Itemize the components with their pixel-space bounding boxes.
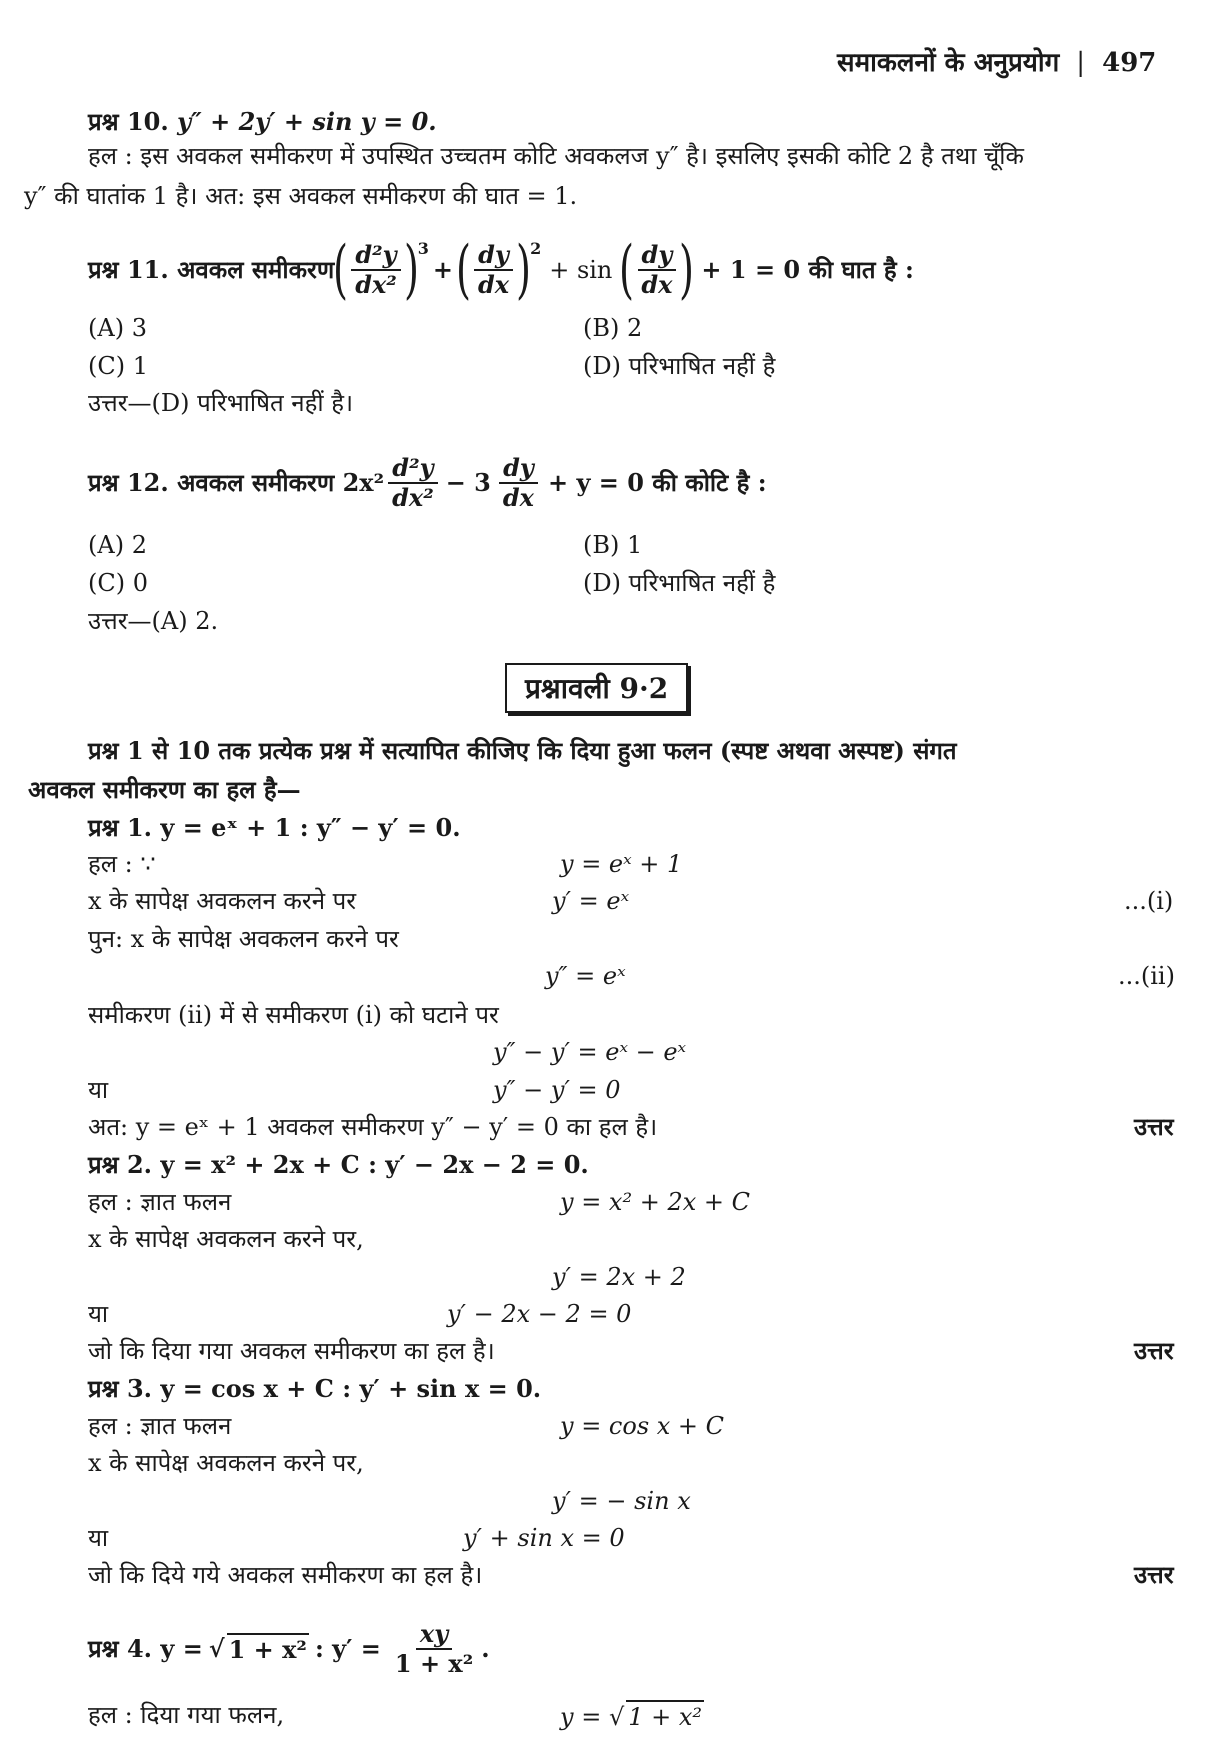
p3-l4-text: या <box>88 1524 109 1552</box>
q11-frac2 <box>474 241 513 299</box>
q12-mid: − 3 <box>445 468 491 497</box>
p4-l1-text: हल : दिया गया फलन, <box>88 1701 285 1729</box>
exercise-intro-line1: प्रश्न 1 से 10 तक प्रत्येक प्रश्न में सत्यापित कीजिए कि दिया हुआ फलन (स्पष्ट अथवा अस्पष्ट) संगत <box>88 736 957 765</box>
q10-equation: y″ + 2y′ + sin y = 0. <box>177 107 437 136</box>
q11-answer: उत्तर—(D) परिभाषित नहीं है। <box>88 389 354 417</box>
p4-l1-lhs: y = <box>560 1703 602 1731</box>
p1-question: प्रश्न 1. y = eˣ + 1 : y″ − y′ = 0. <box>88 813 461 842</box>
q11-frac3-num: dy <box>638 241 677 271</box>
p1-l7-eq: y″ − y′ = 0 <box>493 1076 621 1104</box>
q10-label: प्रश्न 10. <box>88 107 169 136</box>
q12-frac2 <box>499 454 538 512</box>
q12-frac1-num: d²y <box>388 454 437 484</box>
q12-label: प्रश्न 12. अवकल समीकरण 2x² <box>88 468 385 497</box>
header-separator: | <box>1076 48 1086 78</box>
q11-frac1-den: dx² <box>355 270 397 299</box>
paren-open: ( <box>456 233 472 307</box>
p2-conclusion: जो कि दिया गया अवकल समीकरण का हल है। <box>88 1337 495 1365</box>
q11-exp2: 2 <box>530 239 542 258</box>
paren-close: ) <box>516 233 532 307</box>
sqrt-icon: √ <box>608 1703 625 1731</box>
p4-dot: . <box>481 1634 490 1663</box>
p3-question: प्रश्न 3. y = cos x + C : y′ + sin x = 0. <box>88 1374 542 1403</box>
paren-open: ( <box>619 233 635 307</box>
q12-tail: + y = 0 की कोटि है : <box>547 468 767 497</box>
q12-frac1 <box>388 454 438 512</box>
p1-l2-text: x के सापेक्ष अवकलन करने पर <box>88 887 357 915</box>
q11-option-c: (C) 1 <box>88 352 148 380</box>
p1-l5-text: समीकरण (ii) में से समीकरण (i) को घटाने पर <box>88 1001 499 1029</box>
p4-q-part2: : y′ = <box>314 1634 381 1663</box>
exercise-intro-line2: अवकल समीकरण का हल है— <box>28 775 301 804</box>
p1-eq-ref-i: ...(i) <box>1124 887 1174 915</box>
q12-option-d: (D) परिभाषित नहीं है <box>583 569 776 597</box>
q11-frac1 <box>351 241 401 299</box>
q11-option-a: (A) 3 <box>88 314 147 342</box>
p2-l3-eq: y′ = 2x + 2 <box>552 1263 686 1291</box>
p1-l4-eq: y″ = eˣ <box>545 962 626 990</box>
paren-close: ) <box>403 233 419 307</box>
q11-tail: + 1 = 0 की घात है : <box>701 255 914 284</box>
exercise-title: प्रश्नावली 9·2 <box>505 663 688 713</box>
p4-question <box>88 1614 490 1684</box>
q10-solution-line2: y″ की घातांक 1 है। अत: इस अवकल समीकरण की घात = 1. <box>24 182 578 210</box>
p1-l7-text: या <box>88 1076 109 1104</box>
q11-plus-sin: + sin <box>549 256 613 284</box>
p2-question: प्रश्न 2. y = x² + 2x + C : y′ − 2x − 2 = 0. <box>88 1150 589 1179</box>
p1-l1-text: हल : ∵ <box>88 850 156 878</box>
q11-frac2-den: dx <box>478 270 510 299</box>
q12-answer: उत्तर—(A) 2. <box>88 607 219 635</box>
p1-l3-text: पुन: x के सापेक्ष अवकलन करने पर <box>88 925 399 953</box>
q12-option-c: (C) 0 <box>88 569 148 597</box>
p3-l1-text: हल : ज्ञात फलन <box>88 1412 232 1440</box>
p1-l1-eq: y = eˣ + 1 <box>560 850 683 878</box>
page-number: 497 <box>1102 48 1157 78</box>
sqrt-icon: √ <box>208 1634 225 1663</box>
q11-frac3-den: dx <box>641 270 673 299</box>
p3-conclusion: जो कि दिये गये अवकल समीकरण का हल है। <box>88 1561 483 1589</box>
p2-l1-eq: y = x² + 2x + C <box>560 1188 750 1216</box>
p2-l4-text: या <box>88 1300 109 1328</box>
p1-answer-mark: उत्तर <box>1134 1112 1174 1141</box>
q11-label: प्रश्न 11. अवकल समीकरण <box>88 255 335 284</box>
paren-close: ) <box>679 233 695 307</box>
p4-frac <box>391 1620 477 1678</box>
p2-l1-text: हल : ज्ञात फलन <box>88 1188 232 1216</box>
q12-frac1-den: dx² <box>392 483 434 512</box>
p4-frac-den: 1 + x² <box>394 1649 474 1678</box>
p1-l6-eq: y″ − y′ = eˣ − eˣ <box>493 1038 687 1066</box>
q11-exp3: 3 <box>417 239 429 258</box>
q12-option-b: (B) 1 <box>583 531 643 559</box>
p3-l1-eq: y = cos x + C <box>560 1412 725 1440</box>
q11-heading <box>88 232 914 308</box>
p2-l2-text: x के सापेक्ष अवकलन करने पर, <box>88 1225 364 1253</box>
p4-q-part1: प्रश्न 4. y = <box>88 1634 203 1663</box>
q12-heading <box>88 448 767 518</box>
q10-solution-line1: हल : इस अवकल समीकरण में उपस्थित उच्चतम कोटि अवकलज y″ है। इसलिए इसकी कोटि 2 है तथा चूँकि <box>88 142 1024 170</box>
q12-frac2-num: dy <box>499 454 538 484</box>
p2-l4-eq: y′ − 2x − 2 = 0 <box>447 1300 632 1328</box>
q11-frac1-num: d²y <box>351 241 400 271</box>
running-header <box>837 48 1156 78</box>
q11-option-b: (B) 2 <box>583 314 643 342</box>
p4-l1-radicand: 1 + x² <box>626 1700 704 1732</box>
chapter-title: समाकलनों के अनुप्रयोग <box>837 48 1060 78</box>
q12-option-a: (A) 2 <box>88 531 147 559</box>
p3-answer-mark: उत्तर <box>1134 1560 1174 1589</box>
q11-option-d: (D) परिभाषित नहीं है <box>583 352 776 380</box>
p4-frac-num: xy <box>416 1620 452 1650</box>
p1-conclusion: अत: y = eˣ + 1 अवकल समीकरण y″ − y′ = 0 का हल है। <box>88 1113 658 1141</box>
p1-eq-ref-ii: ...(ii) <box>1118 962 1175 990</box>
q11-plus1: + <box>432 255 454 284</box>
q12-frac2-den: dx <box>502 483 534 512</box>
q10-heading <box>88 107 437 137</box>
paren-open: ( <box>333 233 349 307</box>
p3-l2-text: x के सापेक्ष अवकलन करने पर, <box>88 1449 364 1477</box>
q11-frac2-num: dy <box>474 241 513 271</box>
p4-l1-eq <box>560 1700 704 1732</box>
p2-answer-mark: उत्तर <box>1134 1336 1174 1365</box>
p4-radicand: 1 + x² <box>228 1635 307 1664</box>
q11-frac3 <box>637 241 676 299</box>
p3-l4-eq: y′ + sin x = 0 <box>463 1524 625 1552</box>
p3-l3-eq: y′ = − sin x <box>552 1487 691 1515</box>
p1-l2-eq: y′ = eˣ <box>552 887 630 915</box>
